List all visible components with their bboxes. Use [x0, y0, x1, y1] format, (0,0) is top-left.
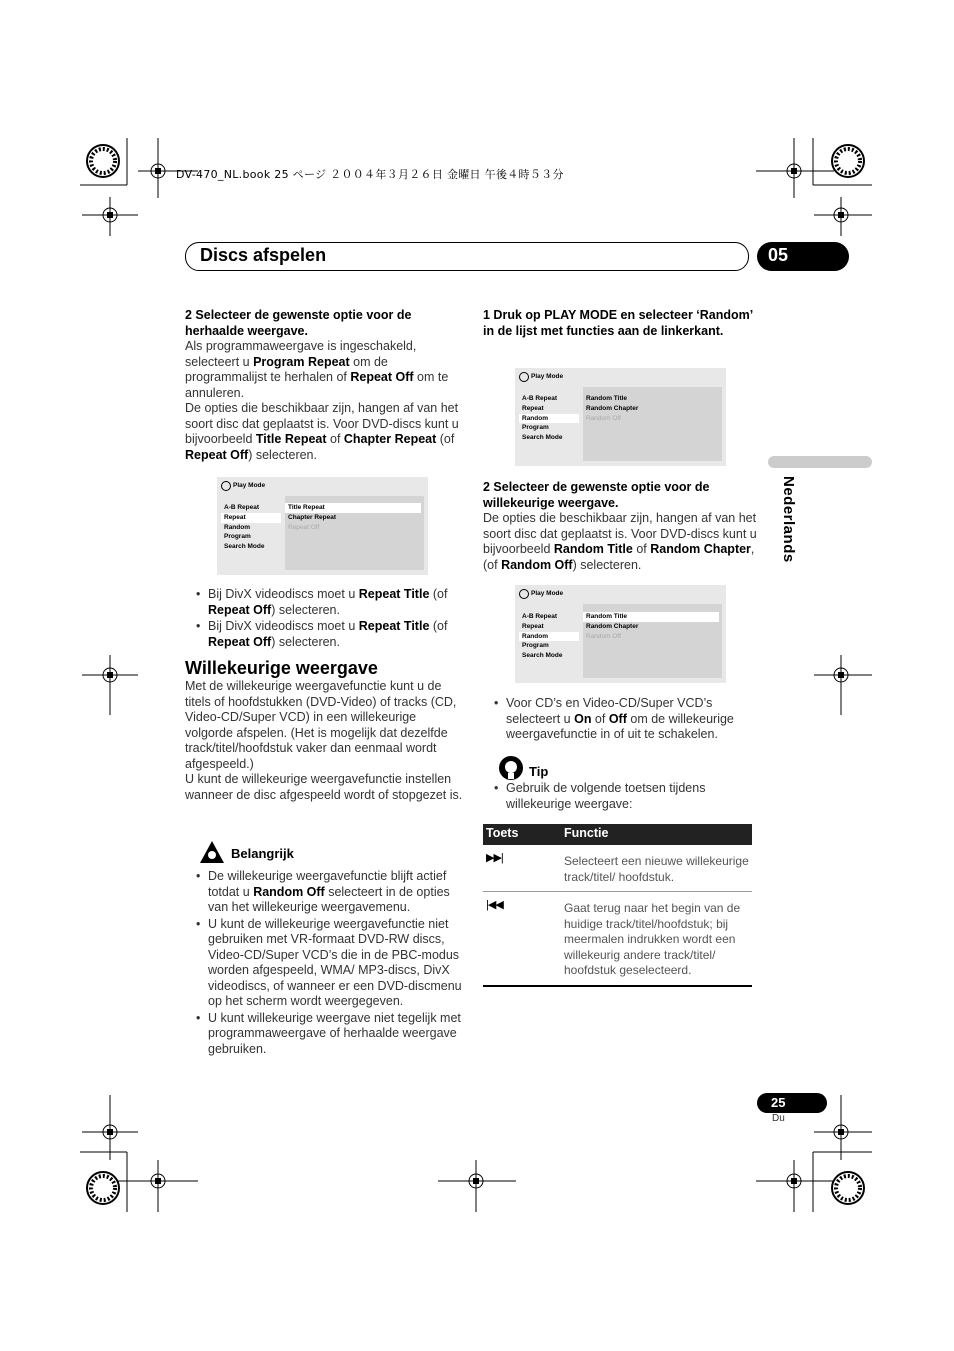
page-number-tab	[757, 1093, 827, 1113]
option-dimmed: Repeat Off	[288, 523, 320, 531]
screen-title: Play Mode	[531, 373, 564, 380]
play-mode-screen-2	[515, 585, 726, 683]
screen-menu	[221, 503, 281, 552]
disc-icon	[519, 372, 529, 382]
list-item: • De willekeurige weergavefunctie blijft actief totdat u Random Off selecteert in de opties van het willekeurige weergavemenu.	[185, 869, 463, 916]
paragraph: De opties die beschikbaar zijn, hangen af van het soort disc dat geplaatst is. Voor DVD-discs kunt u bijvoorbeeld Title Repeat of Chapter Repeat (of Repeat Off) selecteren.	[185, 401, 459, 462]
paragraph: Als programmaweergave is ingeschakeld, selecteert u Program Repeat om de programmalijst te herhalen of Repeat Off om te annuleren.	[185, 339, 449, 400]
table-header-function: Functie	[564, 826, 609, 840]
option-selected: Random Title	[583, 612, 719, 622]
bullet-list	[483, 696, 757, 743]
menu-item: A-B Repeat	[522, 613, 558, 620]
section-heading: Willekeurige weergave	[185, 658, 378, 678]
tip-label: Tip	[529, 764, 549, 779]
table-row	[483, 892, 752, 987]
list-item: • U kunt de willekeurige weergavefunctie niet gebruiken met VR-formaat DVD-RW discs, Video-CD/Super VCD’s die in de PBC-modus worden afgespeeld, WMA/ MP3-discs, DivX videodiscs, of wanneer er een DVD-discmenu op het scherm wordt weergegeven.	[185, 917, 463, 1010]
table-header	[483, 824, 752, 845]
menu-item: Repeat	[522, 404, 544, 412]
screen-title: Play Mode	[531, 590, 564, 597]
table-row	[483, 845, 752, 892]
table-cell-function: Selecteert een nieuwe willekeurige track/titel/ hoofdstuk.	[564, 854, 749, 884]
screen-options-panel	[285, 496, 424, 570]
left-column-top	[185, 308, 460, 463]
menu-item: Search Mode	[522, 652, 563, 660]
chapter-tab	[757, 242, 849, 271]
bullet-list	[185, 869, 463, 1057]
option-dimmed: Random Off	[586, 414, 621, 422]
option: Random Chapter	[586, 622, 639, 630]
play-mode-screen	[217, 477, 428, 575]
table-cell-function: Gaat terug naar het begin van de huidige track/titel/hoofdstuk; bij meermalen indrukken wordt een willekeurig andere track/titel/ hoofdstuk geselecteerd.	[564, 901, 741, 977]
paragraph: De opties die beschikbaar zijn, hangen af van het soort disc dat geplaatst is. Voor DVD-discs kunt u bijvoorbeeld Random Title of Random Chapter, (of Random Off) selecteren.	[483, 511, 757, 572]
list-item: • Bij DivX videodiscs moet u Repeat Title (of Repeat Off) selecteren.	[185, 619, 463, 650]
menu-item: Program	[522, 424, 549, 432]
step-heading: 1 Druk op PLAY MODE en selecteer ‘Random’ in de lijst met functies aan de linkerkant.	[483, 308, 753, 338]
table-header-key: Toets	[486, 826, 519, 840]
important-list-block	[185, 869, 463, 1058]
menu-item: A-B Repeat	[522, 395, 558, 402]
paragraph: U kunt de willekeurige weergavefunctie instellen wanneer de disc afgespeeld wordt of stopgezet is.	[185, 772, 463, 802]
option: Random Title	[586, 395, 628, 402]
page-language-code: Du	[772, 1113, 785, 1124]
section-title: Discs afspelen	[200, 245, 327, 265]
important-label: Belangrijk	[231, 846, 294, 861]
menu-item-selected: Random	[519, 414, 579, 424]
menu-item: A-B Repeat	[224, 504, 260, 511]
warning-icon	[199, 840, 225, 864]
side-language-label: Nederlands	[780, 476, 797, 563]
screen-title: Play Mode	[233, 482, 266, 489]
menu-item: Program	[522, 642, 549, 650]
chapter-number: 05	[768, 245, 789, 265]
menu-item: Search Mode	[224, 543, 265, 551]
tip-lightbulb-icon	[497, 755, 525, 783]
right-column-middle	[483, 480, 757, 573]
option: Random Chapter	[586, 404, 639, 412]
screen-menu	[519, 612, 579, 661]
option-dimmed: Random Off	[586, 632, 621, 640]
disc-icon	[519, 589, 529, 599]
screen-options-panel	[583, 387, 722, 461]
right-column-top	[483, 308, 753, 339]
menu-item-selected: Repeat	[221, 513, 281, 523]
menu-item: Random	[224, 523, 250, 531]
option: Chapter Repeat	[288, 513, 337, 521]
menu-item: Program	[224, 533, 251, 541]
list-item: • Voor CD’s en Video-CD/Super VCD’s selecteert u On of Off om de willekeurige weergavefunctie in of uit te schakelen.	[483, 696, 757, 743]
page-number: 25	[771, 1095, 786, 1110]
previous-track-icon: |◀◀	[486, 899, 503, 911]
right-column-cd-note	[483, 696, 757, 744]
list-item: • U kunt willekeurige weergave niet tegelijk met programmaweergave of herhaalde weergave gebruiken.	[185, 1011, 463, 1058]
paragraph: Met de willekeurige weergavefunctie kunt u de titels of hoofdstukken (DVD-Video) of tracks (CD, Video-CD/Super VCD) in een willekeurige volgorde afspelen. (Het is mogelijk dat dezelfde track/titel/hoofdstuk vaker dan eenmaal wordt afgespeeld.)	[185, 679, 457, 771]
list-item: • Gebruik de volgende toetsen tijdens willekeurige weergave:	[483, 781, 757, 812]
key-function-table	[483, 824, 752, 987]
screen-menu	[519, 394, 579, 443]
play-mode-screen-1	[515, 368, 726, 466]
book-header: DV-470_NL.book 25 ページ ２００４年３月２６日 金曜日 午後４時５３分	[176, 168, 564, 181]
bullet-list	[185, 587, 463, 650]
side-language-tab	[768, 456, 872, 468]
tip-block	[483, 781, 757, 813]
menu-item: Repeat	[522, 622, 544, 630]
option-selected: Title Repeat	[285, 503, 421, 513]
menu-item: Search Mode	[522, 434, 563, 442]
disc-icon	[221, 481, 231, 491]
left-column-middle	[185, 587, 463, 803]
section-title-bar	[185, 242, 749, 271]
step-heading: 2 Selecteer de gewenste optie voor de herhaalde weergave.	[185, 308, 412, 338]
list-item: • Bij DivX videodiscs moet u Repeat Title (of Repeat Off) selecteren.	[185, 587, 463, 618]
step-heading: 2 Selecteer de gewenste optie voor de willekeurige weergave.	[483, 480, 710, 510]
next-track-icon: ▶▶|	[486, 852, 503, 864]
bullet-list	[483, 781, 757, 812]
screen-options-panel	[583, 604, 722, 678]
menu-item-selected: Random	[519, 632, 579, 642]
